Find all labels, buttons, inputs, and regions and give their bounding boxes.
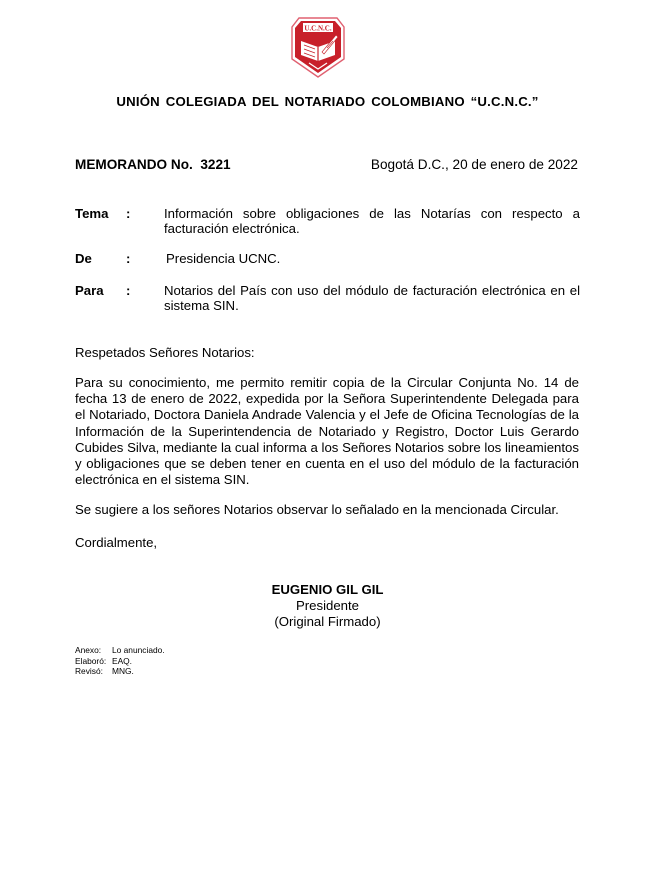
annex-anexo-value: Lo anunciado. [112, 645, 165, 655]
annex-block [75, 645, 165, 677]
memo-header-row [75, 157, 578, 175]
field-de-colon: : [126, 251, 131, 266]
field-tema [75, 206, 580, 238]
signatory-title: Presidente [295, 598, 360, 613]
signatory-name: EUGENIO GIL GIL [271, 582, 384, 597]
field-de-value: Presidencia UCNC. [166, 251, 281, 266]
field-tema-colon: : [126, 206, 131, 221]
closing: Cordialmente, [75, 535, 158, 550]
field-para-value: Notarios del País con uso del módulo de facturación electrónica en el sistema SIN. [164, 283, 580, 313]
signature-note: (Original Firmado) [274, 614, 381, 629]
body-paragraph-1: Para su conocimiento, me permito remitir copia de la Circular Conjunta No. 14 de fecha 13 de enero de 2022, expedida por la Señora Superintendente Delegada para el Notariado, Doctora Daniela Andrade Valencia y el Jefe de Oficina Tecnologías de la Información de la Superintendencia de Notariado y Registro, Doctor Luis Gerardo Cubides Silva, mediante la cual informa a los Señores Notarios sobre los lineamientos y obligaciones que se deben tener en cuenta en el uso del módulo de la facturación electrónica en el sistema SIN. [75, 375, 579, 488]
annex-anexo [75, 645, 165, 656]
svg-text:U.C.N.C.: U.C.N.C. [304, 24, 332, 33]
annex-elaboro-label: Elaboró: [75, 655, 107, 666]
memo-place-date: Bogotá D.C., 20 de enero de 2022 [370, 157, 578, 172]
field-para-colon: : [126, 283, 131, 298]
memo-number: MEMORANDO No. 3221 [75, 157, 231, 172]
annex-reviso-label: Revisó: [75, 666, 103, 676]
field-para [75, 283, 580, 315]
annex-reviso [75, 666, 165, 677]
signature-block [0, 582, 655, 630]
organization-title: UNIÓN COLEGIADA DEL NOTARIADO COLOMBIANO “U.C.N.C.” [116, 94, 539, 109]
field-tema-value: Información sobre obligaciones de las Notarías con respecto a facturación electrónica. [164, 206, 580, 236]
annex-elaboro-value: EAQ. [112, 655, 133, 666]
field-para-label: Para [75, 283, 104, 298]
field-tema-label: Tema [75, 206, 109, 221]
ucnc-seal-logo [289, 15, 347, 79]
annex-reviso-value: MNG. [112, 666, 134, 676]
annex-anexo-label: Anexo: [75, 645, 102, 655]
body-paragraph-2: Se sugiere a los señores Notarios observar lo señalado en la mencionada Circular. [75, 502, 559, 517]
annex-elaboro [75, 656, 165, 667]
field-de-label: De [75, 251, 92, 266]
field-de [75, 251, 580, 267]
salutation: Respetados Señores Notarios: [75, 345, 255, 360]
